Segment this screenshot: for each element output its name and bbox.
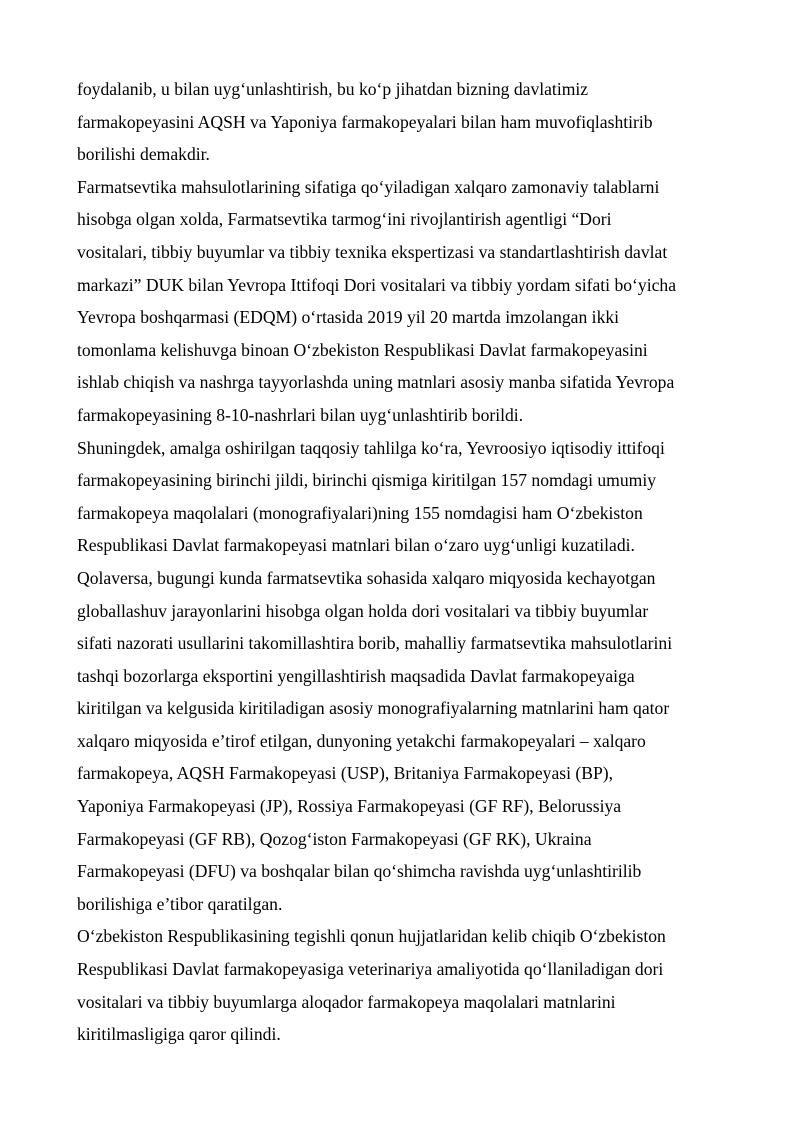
text-line: Farmakopeyasi (DFU) va boshqalar bilan qo‘shimcha ravishda uyg‘unlashtirilib — [77, 861, 642, 882]
text-line: hisobga olgan xolda, Farmatsevtika tarmog‘ini rivojlantirish agentligi “Dori — [77, 209, 612, 230]
text-line: Respublikasi Davlat farmakopeyasiga veterinariya amaliyotida qo‘llaniladigan dori — [77, 959, 664, 980]
text-line: kiritilgan va kelgusida kiritiladigan asosiy monografiyalarning matnlarini ham qator — [77, 698, 670, 719]
text-line: O‘zbekiston Respublikasining tegishli qonun hujjatlaridan kelib chiqib O‘zbekiston — [77, 926, 666, 947]
paragraph — [77, 562, 737, 921]
text-line: Yevropa boshqarmasi (EDQM) o‘rtasida 2019 yil 20 martda imzolangan ikki — [77, 307, 620, 328]
text-line: farmakopeyasining 8-10-nashrlari bilan uyg‘unlashtirib borildi. — [77, 404, 524, 425]
text-line: sifati nazorati usullarini takomillashtira borib, mahalliy farmatsevtika mahsulotlarini — [77, 633, 673, 654]
text-line: Respublikasi Davlat farmakopeyasi matnlari bilan o‘zaro uyg‘unligi kuzatiladi. — [77, 535, 635, 556]
text-line: xalqaro miqyosida e’tirof etilgan, dunyoning yetakchi farmakopeyalari – xalqaro — [77, 730, 646, 751]
text-line: tomonlama kelishuvga binoan O‘zbekiston Respublikasi Davlat farmakopeyasini — [77, 339, 648, 360]
text-line: farmakopeyasini AQSH va Yaponiya farmakopeyalari bilan ham muvofiqlashtirib — [77, 111, 653, 132]
text-line: vositalari, tibbiy buyumlar va tibbiy texnika ekspertizasi va standartlashtirish davlat — [77, 241, 668, 262]
text-line: farmakopeya maqolalari (monografiyalari)ning 155 nomdagisi ham O‘zbekiston — [77, 502, 643, 523]
document-body — [77, 73, 737, 1051]
text-line: Farmakopeyasi (GF RB), Qozog‘iston Farmakopeyasi (GF RK), Ukraina — [77, 828, 592, 849]
text-line: kiritilmasligiga qaror qilindi. — [77, 1024, 281, 1045]
text-line: Qolaversa, bugungi kunda farmatsevtika sohasida xalqaro miqyosida kechayotgan — [77, 567, 656, 588]
text-line: foydalanib, u bilan uyg‘unlashtirish, bu ko‘p jihatdan bizning davlatimiz — [77, 79, 589, 99]
paragraph — [77, 920, 737, 1050]
text-line: farmakopeya, AQSH Farmakopeyasi (USP), Britaniya Farmakopeyasi (BP), — [77, 763, 614, 784]
text-line: Farmatsevtika mahsulotlarining sifatiga qo‘yiladigan xalqaro zamonaviy talablarni — [77, 176, 660, 197]
text-line: vositalari va tibbiy buyumlarga aloqador farmakopeya maqolalari matnlarini — [77, 991, 616, 1012]
text-line: markazi” DUK bilan Yevropa Ittifoqi Dori vositalari va tibbiy yordam sifati bo‘yicha — [77, 274, 677, 295]
text-line: borilishi demakdir. — [77, 144, 210, 165]
text-line: ishlab chiqish va nashrga tayyorlashda uning matnlari asosiy manba sifatida Yevropa — [77, 372, 675, 393]
paragraph — [77, 73, 737, 171]
paragraph — [77, 432, 737, 562]
text-line: Yaponiya Farmakopeyasi (JP), Rossiya Farmakopeyasi (GF RF), Belorussiya — [77, 796, 622, 817]
text-line: Shuningdek, amalga oshirilgan taqqosiy tahlilga ko‘ra, Yevroosiyo iqtisodiy ittifoqi — [77, 437, 665, 458]
paragraph — [77, 171, 737, 432]
text-line: farmakopeyasining birinchi jildi, birinchi qismiga kiritilgan 157 nomdagi umumiy — [77, 470, 657, 491]
text-line: borilishiga e’tibor qaratilgan. — [77, 893, 283, 914]
text-line: tashqi bozorlarga eksportini yengillashtirish maqsadida Davlat farmakopeyaiga — [77, 665, 635, 686]
text-line: globallashuv jarayonlarini hisobga olgan holda dori vositalari va tibbiy buyumlar — [77, 600, 649, 621]
